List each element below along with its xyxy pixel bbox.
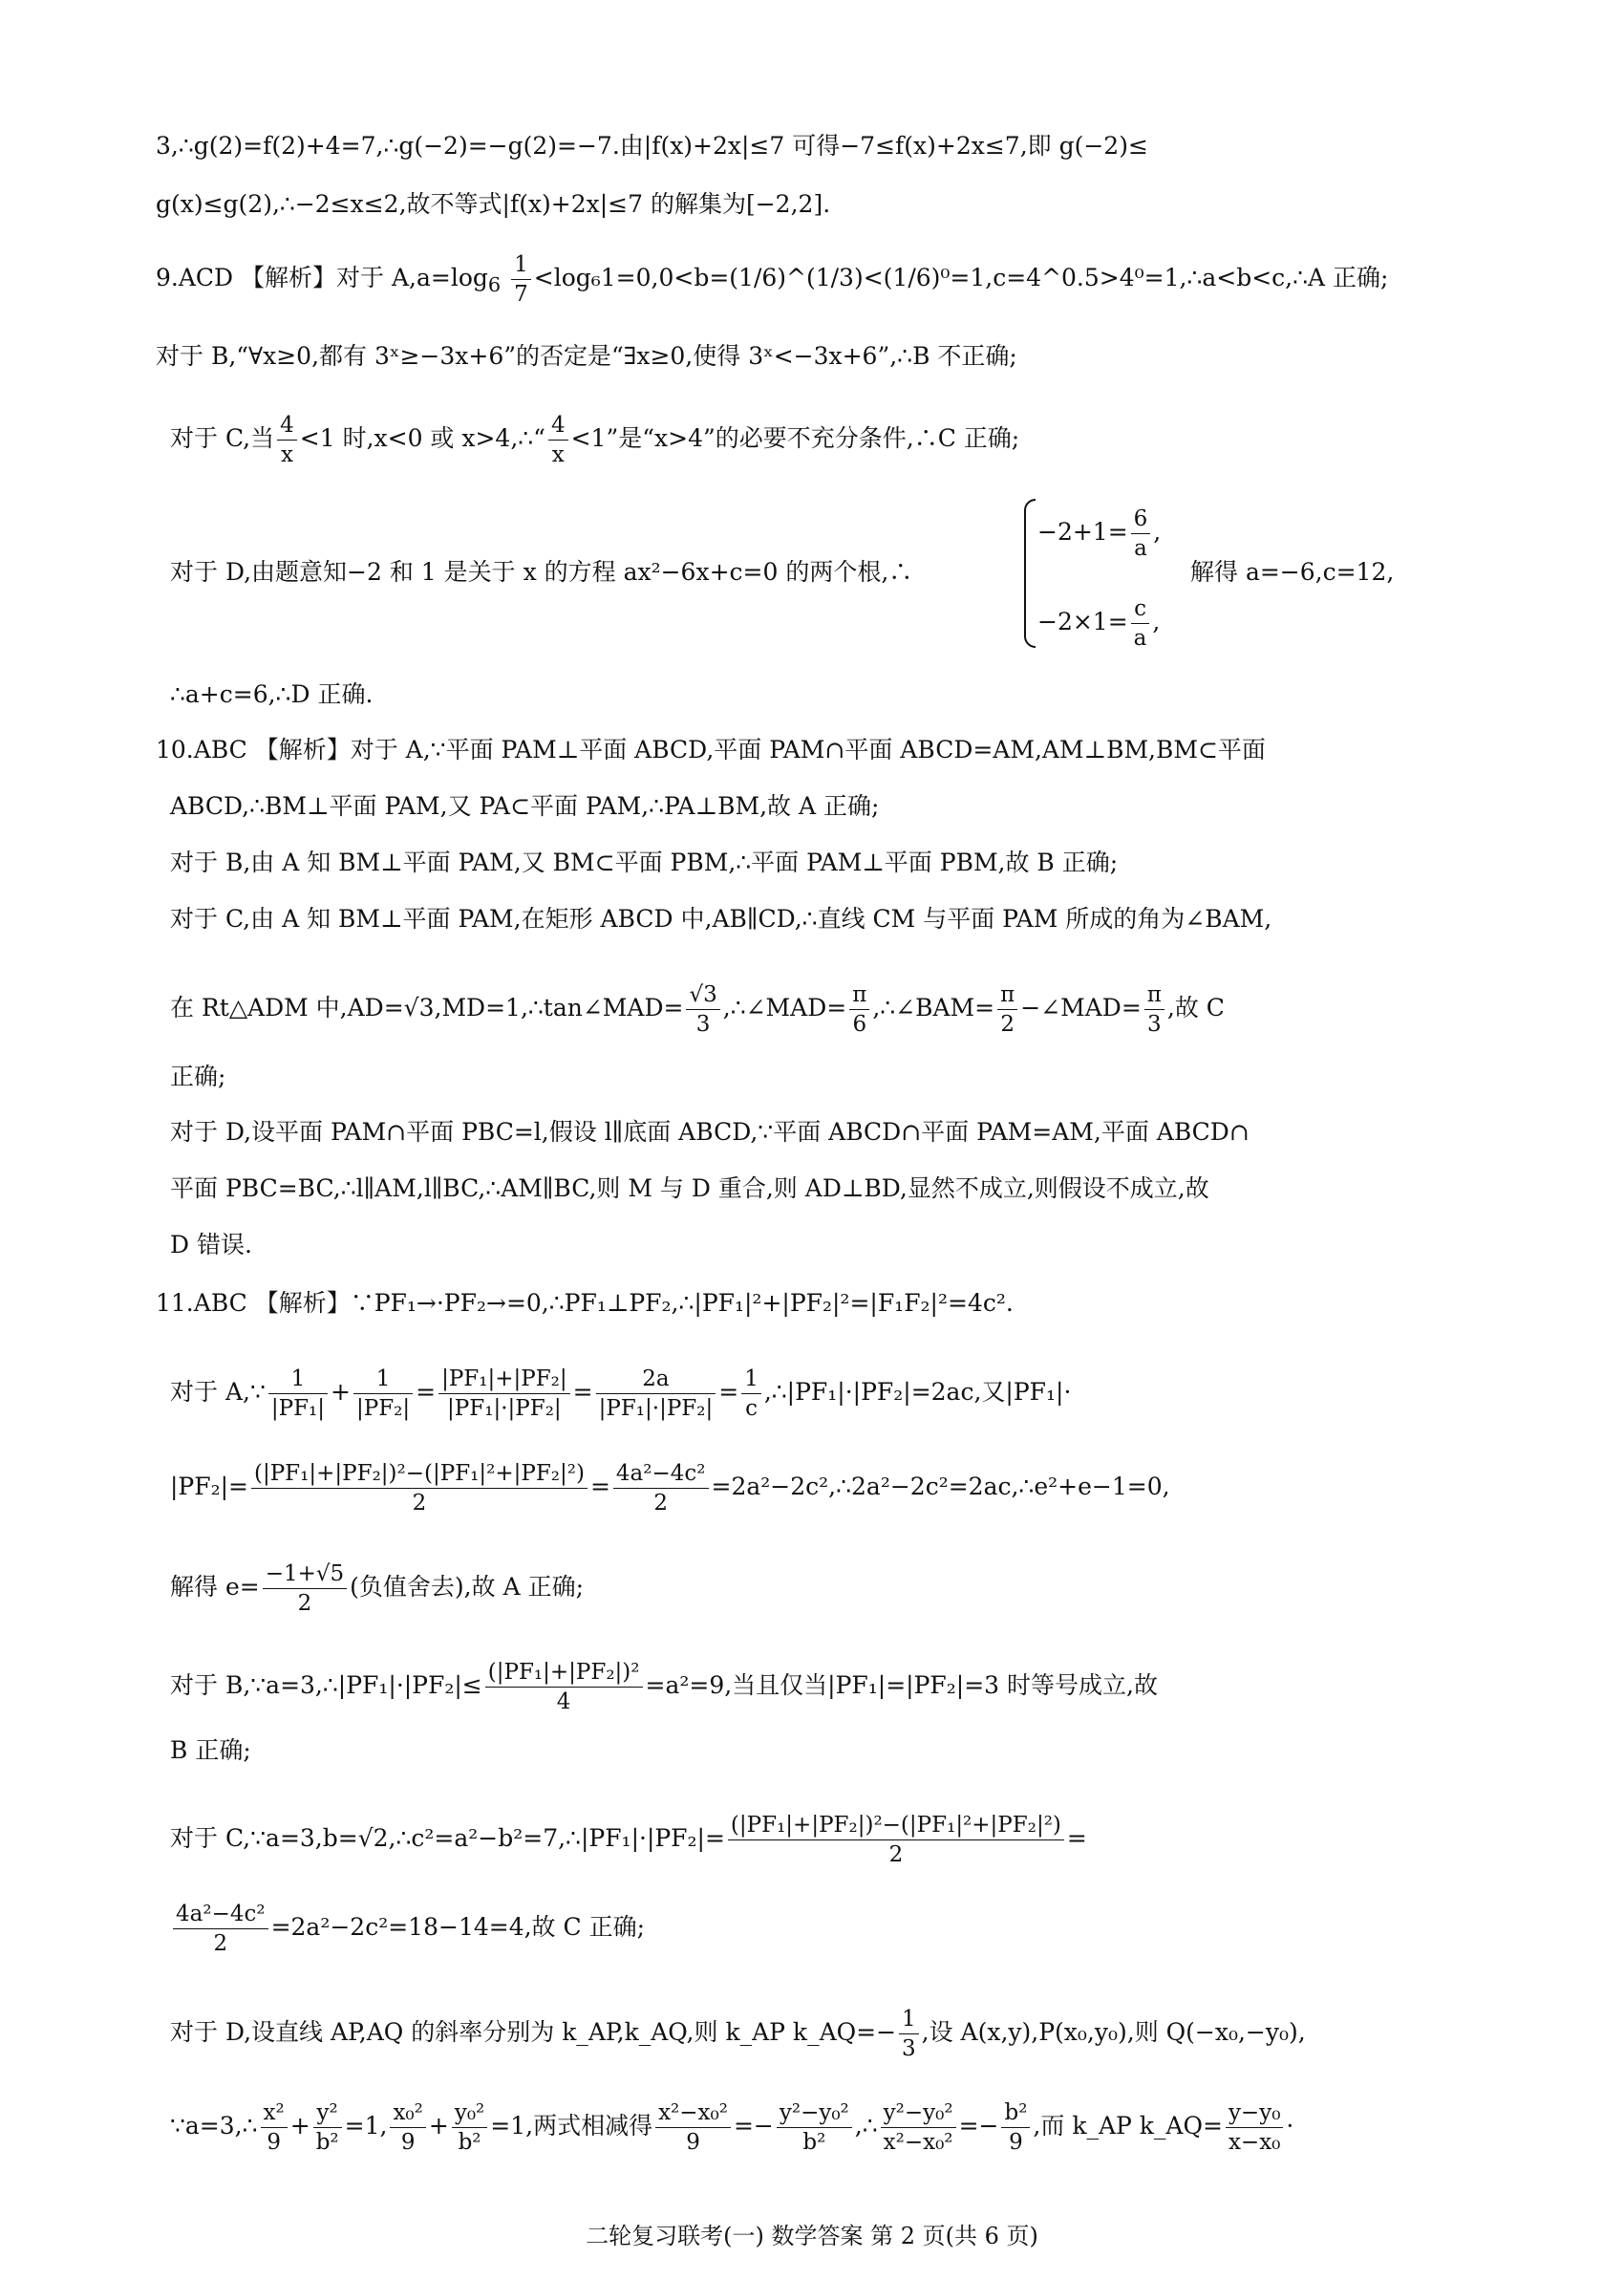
denominator: 6 — [852, 1012, 867, 1037]
text-segment: <log₆1=0,0<b=(1/6)^(1/3)<(1/6)⁰=1,c=4^0.5>4⁰=1,∴a<b<c,∴A 正确; — [533, 264, 1389, 291]
text-line: g(x)≤g(2),∴−2≤x≤2,故不等式|f(x)+2x|≤7 的解集为[−2,2]. — [156, 190, 831, 218]
text-line: ∵a=3,∴ $\frac{\text{x²}}{9}$ + $\frac{\text{y²}}{\text{b²}}$ =1, $\frac{\text{x₀²}}{9}$ + $\frac{\text{y₀²}}{\text{b²}}$ =1,两式相减得 $\frac{\text{x²−x₀²}}{9}$ =− $\frac{\text{y²−y₀²}}{\text{b²}}$ ,∴ $\frac{\text{y²−y₀²}}{\text{x²−x₀²}}$ =− $\frac{\text{b²}}{9}$ ,而 k_AP k_AQ= $\frac{\text{y−y₀}}{\text{x−x₀}}$ · — [170, 2100, 1294, 2155]
text-segment: 对于 C,当 — [170, 424, 275, 452]
fraction — [261, 2098, 288, 2157]
text-segment: =2a²−2c²,∴2a²−2c²=2ac,∴e²+e−1=0, — [711, 1473, 1170, 1500]
text-line: 10.ABC 【解析】对于 A,∵平面 PAM⊥平面 ABCD,平面 PAM∩平面 ABCD=AM,AM⊥BM,BM⊂平面 — [156, 736, 1266, 764]
text-segment: 9.ACD 【解析】对于 A,a=log — [156, 264, 488, 291]
text-segment: =1, — [344, 2112, 388, 2140]
text-line — [170, 411, 1019, 469]
denominator: 2 — [888, 1842, 904, 1867]
denominator: 7 — [514, 282, 528, 307]
numerator: (|PF₁|+|PF₂|)²−(|PF₁|²+|PF₂|²) — [251, 1459, 588, 1489]
denominator: 9 — [267, 2130, 281, 2155]
numerator: y²−y₀² — [881, 2098, 956, 2128]
numerator: y²−y₀² — [777, 2098, 852, 2128]
denominator: |PF₁|·|PF₂| — [598, 1396, 714, 1421]
text-line: 对于 B,由 A 知 BM⊥平面 PAM,又 BM⊂平面 PBM,∴平面 PAM⊥平面 PBM,故 B 正确; — [170, 849, 1119, 876]
text-segment: = — [1066, 1824, 1087, 1852]
fraction — [728, 1811, 1064, 1869]
denominator: 2 — [653, 1491, 669, 1516]
text-line — [170, 2005, 1306, 2063]
denominator: |PF₁| — [270, 1396, 326, 1421]
text-line: D 错误. — [170, 1231, 252, 1258]
text-segment: =− — [733, 2112, 774, 2140]
denominator: x — [551, 442, 565, 467]
brace — [1024, 499, 1036, 648]
fraction — [777, 2098, 852, 2157]
text-line: ABCD,∴BM⊥平面 PAM,又 PA⊂平面 PAM,∴PA⊥BM,故 A 正确; — [170, 792, 880, 820]
text-segment: 对于 C,∵a=3,b=√2,∴c²=a²−b²=7,∴|PF₁|·|PF₂|= — [170, 1824, 725, 1852]
fraction — [899, 2005, 919, 2063]
text-line: 11.ABC 【解析】∵PF₁→·PF₂→=0,∴PF₁⊥PF₂,∴|PF₁|²+|PF₂|²=|F₁F₂|²=4c². — [156, 1289, 1014, 1317]
denominator: b² — [315, 2130, 339, 2155]
equation: −2+1= $\frac{6}{a}$ , — [1037, 506, 1162, 561]
text-segment: |PF₂|= — [170, 1473, 248, 1500]
text-segment: <1 时,x<0 或 x>4,∴“ — [299, 424, 545, 452]
numerator: 6 — [1131, 505, 1151, 534]
numerator: 1 — [741, 1365, 761, 1394]
text-line: 对于 C,由 A 知 BM⊥平面 PAM,在矩形 ABCD 中,AB∥CD,∴直线 CM 与平面 PAM 所成的角为∠BAM, — [170, 905, 1272, 933]
text-segment: −∠MAD= — [1020, 994, 1142, 1022]
fraction — [655, 2098, 731, 2157]
text-line: 对于 D,设平面 PAM∩平面 PBC=l,假设 l∥底面 ABCD,∵平面 ABCD∩平面 PAM=AM,平面 ABCD∩ — [170, 1118, 1250, 1146]
numerator: √3 — [686, 980, 719, 1010]
numerator: π — [1144, 980, 1165, 1010]
numerator: 1 — [899, 2005, 919, 2034]
text-segment: 对于 B,∵a=3,∴|PF₁|·|PF₂|≤ — [170, 1671, 482, 1699]
text-line: 3,∴g(2)=f(2)+4=7,∴g(−2)=−g(2)=−7.由|f(x)+2x|≤7 可得−7≤f(x)+2x≤7,即 g(−2)≤ — [156, 132, 1148, 160]
denominator: b² — [458, 2130, 481, 2155]
numerator: π — [849, 980, 869, 1010]
numerator: −1+√5 — [263, 1559, 347, 1589]
text-segment: ,∴|PF₁|·|PF₂|=2ac,又|PF₁|· — [763, 1378, 1072, 1406]
denominator: a — [1134, 536, 1147, 561]
denominator: x−x₀ — [1228, 2130, 1281, 2155]
fraction — [251, 1459, 588, 1517]
fraction — [849, 980, 869, 1039]
text-segment: =1,两式相减得 — [490, 2112, 653, 2140]
numerator: 1 — [268, 1365, 328, 1394]
text-line: 对于 B,“∀x≥0,都有 3ˣ≥−3x+6”的否定是“∃x≥0,使得 3ˣ<−3x+6”,∴B 不正确; — [156, 342, 1017, 370]
numerator: x² — [261, 2098, 288, 2128]
text-segment: 对于 D,设直线 AP,AQ 的斜率分别为 k_AP,k_AQ,则 k_AP k_AQ=− — [170, 2018, 897, 2046]
numerator: 4a²−4c² — [613, 1459, 709, 1489]
text-line: B 正确; — [170, 1736, 251, 1764]
page-footer: 二轮复习联考(一) 数学答案 第 2 页(共 6 页) — [586, 2223, 1038, 2249]
numerator: b² — [1001, 2098, 1030, 2128]
text-line: 平面 PBC=BC,∴l∥AM,l∥BC,∴AM∥BC,则 M 与 D 重合,则 AD⊥BD,显然不成立,则假设不成立,故 — [170, 1174, 1209, 1202]
text-line — [170, 1811, 1087, 1869]
denominator: a — [1133, 626, 1147, 651]
text-line — [170, 1559, 584, 1618]
text-segment: =2a²−2c²=18−14=4,故 C 正确; — [270, 1913, 645, 1941]
numerator: 4 — [548, 411, 568, 441]
problem-9-line — [156, 250, 1388, 309]
text-line — [170, 1658, 1158, 1716]
text-segment: 解得 e= — [170, 1573, 260, 1601]
numerator: c — [1131, 594, 1150, 624]
fraction — [596, 1365, 716, 1423]
denominator: x — [280, 442, 293, 467]
denominator: 9 — [400, 2130, 416, 2155]
denominator: |PF₂| — [355, 1396, 411, 1421]
text-segment: =a²=9,当且仅当|PF₁|=|PF₂|=3 时等号成立,故 — [645, 1671, 1158, 1699]
denominator: 3 — [695, 1012, 711, 1037]
fraction — [1131, 505, 1151, 563]
text-line — [170, 980, 1225, 1039]
numerator: |PF₁|+|PF₂| — [438, 1365, 570, 1394]
numerator: x₀² — [390, 2098, 425, 2128]
text-segment: ,设 A(x,y),P(x₀,y₀),则 Q(−x₀,−y₀), — [921, 2018, 1306, 2046]
text-segment: ,而 k_AP k_AQ= — [1033, 2112, 1223, 2140]
text-segment: · — [1286, 2112, 1294, 2140]
numerator: 1 — [511, 250, 531, 280]
denominator: 9 — [686, 2130, 700, 2155]
fraction — [997, 980, 1017, 1039]
fraction — [881, 2098, 956, 2157]
numerator: (|PF₁|+|PF₂|)²−(|PF₁|²+|PF₂|²) — [728, 1811, 1064, 1840]
text-line: ∴a+c=6,∴D 正确. — [170, 680, 374, 708]
text-line: 解得 a=−6,c=12, — [1190, 558, 1395, 586]
text-segment: ∵a=3,∴ — [170, 2112, 258, 2140]
text-segment: =− — [958, 2112, 999, 2140]
fraction — [485, 1658, 643, 1716]
denominator: 3 — [902, 2036, 916, 2061]
numerator: y² — [313, 2098, 342, 2128]
fraction — [511, 250, 531, 309]
fraction — [1144, 980, 1165, 1039]
fraction — [313, 2098, 342, 2157]
text-line — [170, 1900, 645, 1958]
denominator: 4 — [556, 1689, 571, 1714]
text-line: 正确; — [170, 1063, 226, 1090]
log-base: 6 — [487, 273, 502, 296]
numerator: π — [997, 980, 1017, 1010]
text-segment: ,故 C — [1166, 994, 1225, 1022]
text-segment: <1”是“x>4”的必要不充分条件,∴C 正确; — [570, 424, 1020, 452]
fraction — [438, 1365, 570, 1423]
fraction — [353, 1365, 413, 1423]
denominator: 2 — [297, 1591, 312, 1616]
fraction — [548, 411, 568, 469]
text-segment: ,∴∠BAM= — [872, 994, 995, 1022]
text-segment: (负值舍去),故 A 正确; — [350, 1573, 584, 1601]
fraction — [173, 1900, 268, 1958]
numerator: 4a²−4c² — [173, 1900, 268, 1929]
fraction — [1001, 2098, 1030, 2157]
numerator: 1 — [353, 1365, 413, 1394]
fraction — [686, 980, 719, 1039]
denominator: |PF₁|·|PF₂| — [447, 1396, 562, 1421]
fraction — [390, 2098, 425, 2157]
denominator: c — [745, 1396, 758, 1421]
fraction — [452, 2098, 487, 2157]
text-segment: 在 Rt△ADM 中,AD=√3,MD=1,∴tan∠MAD= — [170, 994, 684, 1022]
text-line: 对于 D,由题意知−2 和 1 是关于 x 的方程 ax²−6x+c=0 的两个根,∴ — [170, 558, 913, 586]
denominator: 9 — [1009, 2130, 1023, 2155]
text-segment: ,∴ — [854, 2112, 878, 2140]
numerator: 4 — [277, 411, 297, 441]
text-line: |PF₂|= $\frac{\text{(|PF₁|+|PF₂|)²−(|PF₁|²+|PF₂|²)}}{2}$ = $\frac{\text{4a²−4c²}}{2}$ =2a²−2c²,∴2a²−2c²=2ac,∴e²+e−1=0, — [170, 1461, 1170, 1516]
equation: −2×1= $\frac{c}{a}$ , — [1037, 596, 1161, 651]
text-segment: −2×1= — [1037, 608, 1128, 635]
numerator: x²−x₀² — [655, 2098, 731, 2128]
denominator: 2 — [213, 1931, 228, 1956]
denominator: 2 — [1000, 1012, 1015, 1037]
fraction — [741, 1365, 761, 1423]
text-segment: −2+1= — [1037, 518, 1128, 546]
numerator: y₀² — [452, 2098, 487, 2128]
fraction — [613, 1459, 709, 1517]
fraction — [1226, 2098, 1283, 2157]
fraction — [277, 411, 297, 469]
text-segment: 对于 A,∵ — [170, 1378, 266, 1406]
numerator: y−y₀ — [1226, 2098, 1283, 2128]
numerator: 2a — [596, 1365, 716, 1394]
text-line: 对于 A,∵ $\frac{1}{\text{|PF₁|}}$ + $\frac{1}{\text{|PF₂|}}$ = $\frac{\text{|PF₁|+|PF₂|}}{\text{|PF₁|·|PF₂|}}$ = $\frac{2a}{\text{|PF₁|·|PF₂|}}$ = $\frac{1}{c}$ ,∴|PF₁|·|PF₂|=2ac,又|PF₁|· — [170, 1366, 1072, 1421]
denominator: b² — [802, 2130, 826, 2155]
text-segment: ,∴∠MAD= — [722, 994, 847, 1022]
denominator: x²−x₀² — [883, 2130, 953, 2155]
fraction — [263, 1559, 347, 1618]
denominator: 3 — [1147, 1012, 1162, 1037]
numerator: (|PF₁|+|PF₂|)² — [485, 1658, 643, 1688]
denominator: 2 — [412, 1491, 427, 1516]
fraction — [268, 1365, 328, 1423]
fraction — [1131, 594, 1150, 653]
